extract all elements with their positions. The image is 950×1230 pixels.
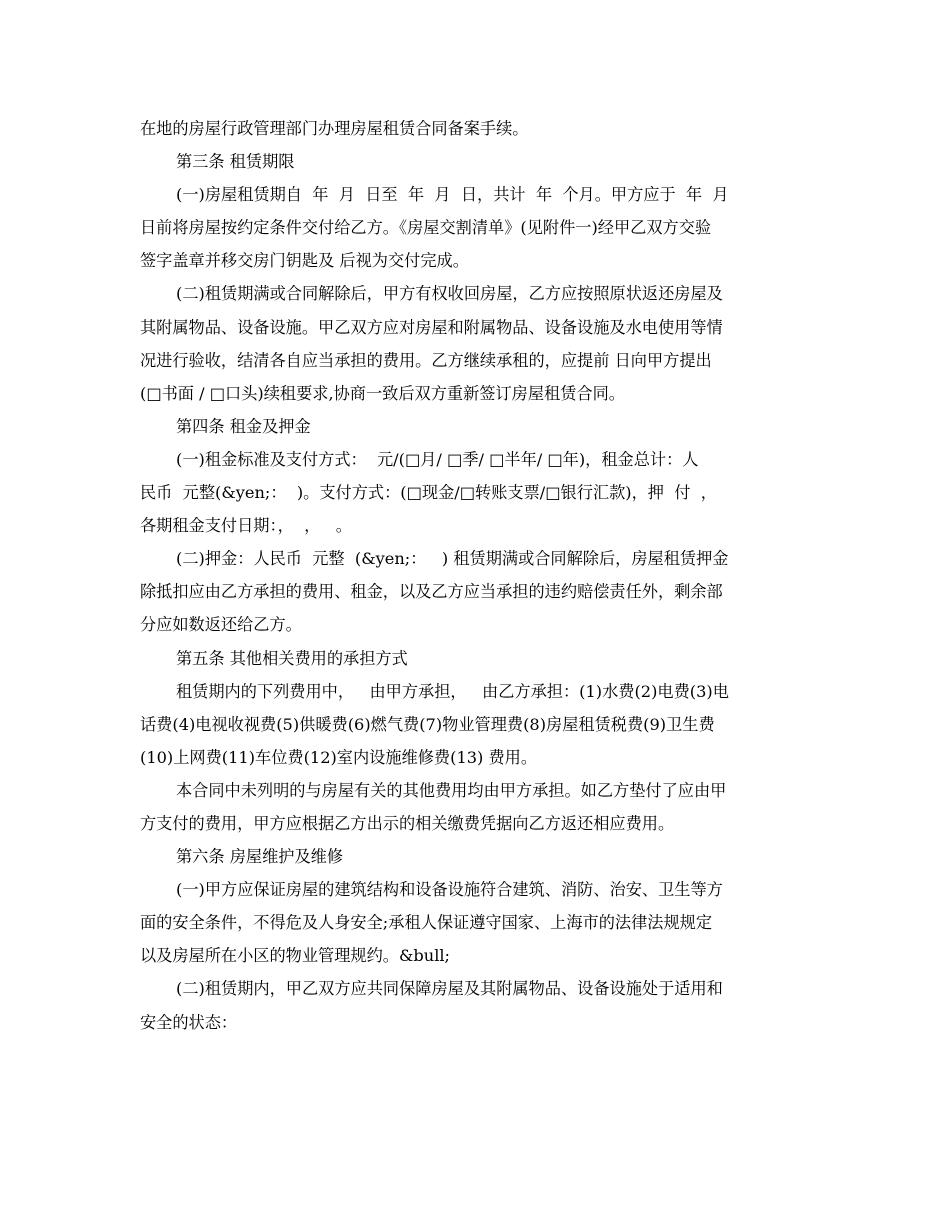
text-line: 民币 元整(&yen;： )。支付方式：(□现金/□转账支票/□银行汇款)，押 付 ， [140,483,717,503]
text-line: 方支付的费用，甲方应根据乙方出示的相关缴费凭据向乙方返还相应费用。 [140,813,675,833]
text-line: (二)押金：人民币 元整 (&yen;： ) 租赁期满或合同解除后，房屋租赁押金 [176,549,729,569]
article-heading: 第六条 房屋维护及维修 [176,847,344,867]
article-heading: 第三条 租赁期限 [176,152,295,172]
text-line: (一)房屋租赁期自 年 月 日至 年 月 日，共计 年 个月。甲方应于 年 月 [176,185,729,205]
text-line: 签字盖章并移交房门钥匙及 后视为交付完成。 [140,251,469,271]
text-line: 日前将房屋按约定条件交付给乙方。《房屋交割清单》(见附件一)经甲乙双方交验 [140,218,712,238]
text-line: 安全的状态： [140,1012,238,1032]
article-heading: 第四条 租金及押金 [176,416,311,436]
text-line: 在地的房屋行政管理部门办理房屋租赁合同备案手续。 [140,119,529,138]
text-line: 各期租金支付日期：， ， 。 [140,516,352,536]
text-line: 本合同中未列明的与房屋有关的其他费用均由甲方承担。如乙方垫付了应由甲 [176,780,727,800]
text-line: 面的安全条件，不得危及人身安全;承租人保证遵守国家、上海市的法律法规规定 [140,913,713,933]
text-line: (一)甲方应保证房屋的建筑结构和设备设施符合建筑、消防、治安、卫生等方 [176,880,723,900]
text-line: 话费(4)电视收视费(5)供暖费(6)燃气费(7)物业管理费(8)房屋租赁税费(9)卫生费 [140,714,715,734]
text-line: (二)租赁期满或合同解除后，甲方有权收回房屋，乙方应按照原状返还房屋及 [176,284,723,304]
text-line: (一)租金标准及支付方式： 元/(□月/ □季/ □半年/ □年)，租金总计：人 [176,449,699,469]
contract-page [140,112,816,1039]
text-line: (10)上网费(11)车位费(12)室内设施维修费(13) 费用。 [140,747,538,767]
text-line: (□书面 / □口头)续租要求,协商一致后双方重新签订房屋租赁合同。 [140,383,625,403]
text-line: 以及房屋所在小区的物业管理规约。&bull; [140,946,451,966]
text-line: 分应如数返还给乙方。 [140,615,302,635]
text-line: 租赁期内的下列费用中， 由甲方承担， 由乙方承担：(1)水费(2)电费(3)电 [176,681,729,701]
text-line: 除抵扣应由乙方承担的费用、租金，以及乙方应当承担的违约赔偿责任外，剩余部 [140,582,723,602]
article-heading: 第五条 其他相关费用的承担方式 [176,648,408,668]
text-line: 其附属物品、设备设施。甲乙双方应对房屋和附属物品、设备设施及水电使用等情 [140,317,723,337]
text-line: (二)租赁期内，甲乙双方应共同保障房屋及其附属物品、设备设施处于适用和 [176,979,723,999]
text-line: 况进行验收，结清各自应当承担的费用。乙方继续承租的，应提前 日向甲方提出 [140,350,712,370]
